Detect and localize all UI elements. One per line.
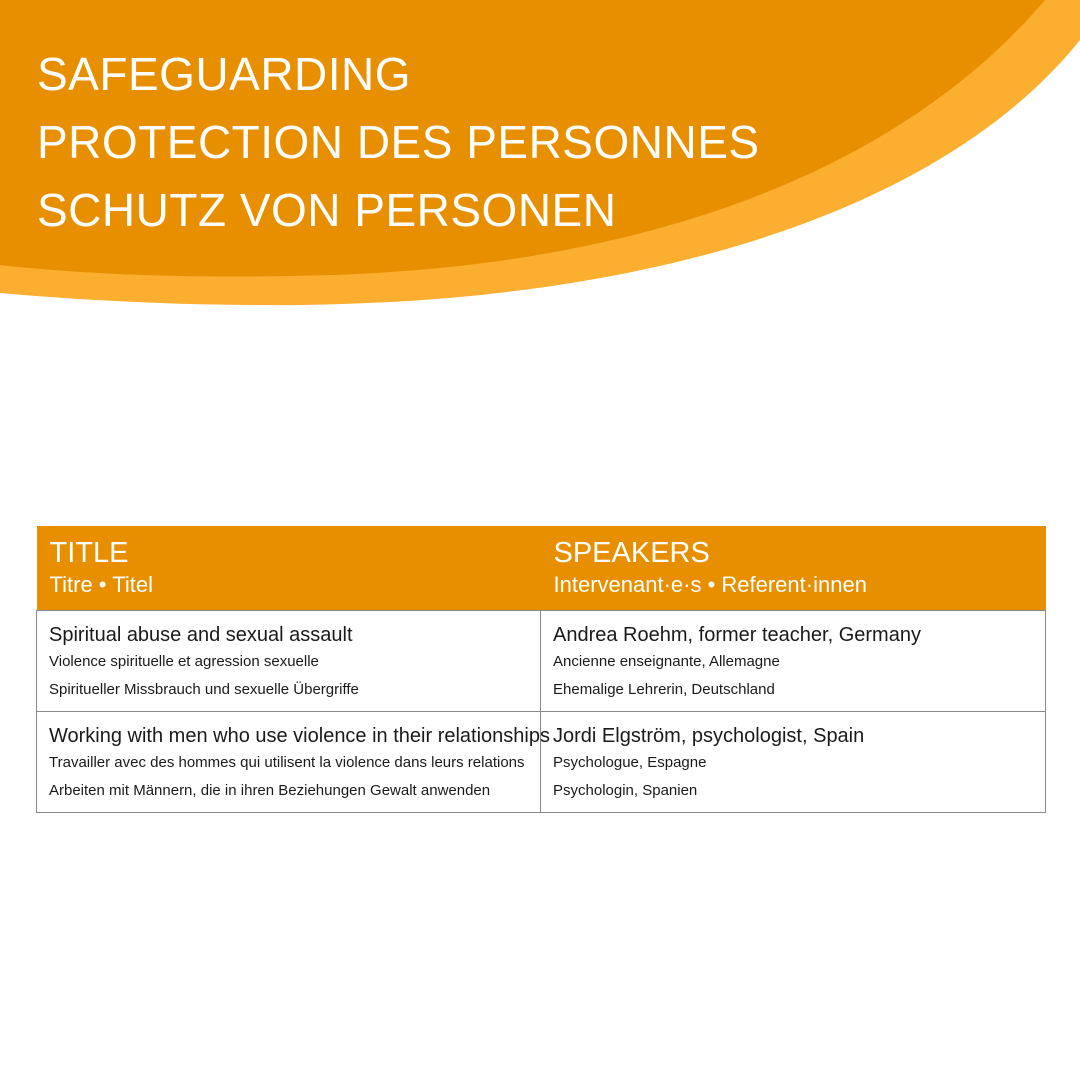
table-row [37, 611, 1046, 712]
column-header-title [37, 526, 541, 611]
table-row [37, 712, 1046, 813]
session-title-fr: Travailler avec des hommes qui utilisent la violence dans leurs relations [49, 754, 525, 771]
title-line-fr: PROTECTION DES PERSONNES [37, 116, 760, 168]
table-header-row [37, 526, 1046, 611]
speaker-fr: Ancienne enseignante, Allemagne [553, 653, 780, 670]
column-header-label: SPEAKERS [553, 537, 710, 569]
title-line-de: SCHUTZ VON PERSONEN [37, 184, 617, 236]
session-title-fr: Violence spirituelle et agression sexuelle [49, 653, 319, 670]
column-header-sublabel: Intervenant·e·s • Referent·innen [553, 572, 867, 597]
speaker-de: Ehemalige Lehrerin, Deutschland [553, 681, 775, 698]
session-title-en: Working with men who use violence in their relationships [49, 725, 550, 747]
speaker-en: Andrea Roehm, former teacher, Germany [553, 624, 921, 646]
session-title-cell [37, 611, 541, 712]
speaker-en: Jordi Elgström, psychologist, Spain [553, 725, 865, 747]
session-title-de: Arbeiten mit Männern, die in ihren Beziehungen Gewalt anwenden [49, 782, 491, 799]
title-line-en: SAFEGUARDING [37, 48, 412, 100]
session-title-en: Spiritual abuse and sexual assault [49, 624, 353, 646]
speaker-de: Psychologin, Spanien [553, 782, 698, 799]
speaker-cell [541, 611, 1046, 712]
column-header-sublabel: Titre • Titel [49, 572, 153, 597]
session-title-de: Spiritueller Missbrauch und sexuelle Übergriffe [49, 681, 359, 698]
table-header [37, 526, 1046, 611]
column-header-speakers [541, 526, 1046, 611]
sessions-table [36, 526, 1046, 813]
column-header-label: TITLE [49, 537, 129, 569]
speaker-cell [541, 712, 1046, 813]
session-title-cell [37, 712, 550, 813]
speaker-fr: Psychologue, Espagne [553, 754, 707, 771]
page-title [37, 40, 760, 244]
